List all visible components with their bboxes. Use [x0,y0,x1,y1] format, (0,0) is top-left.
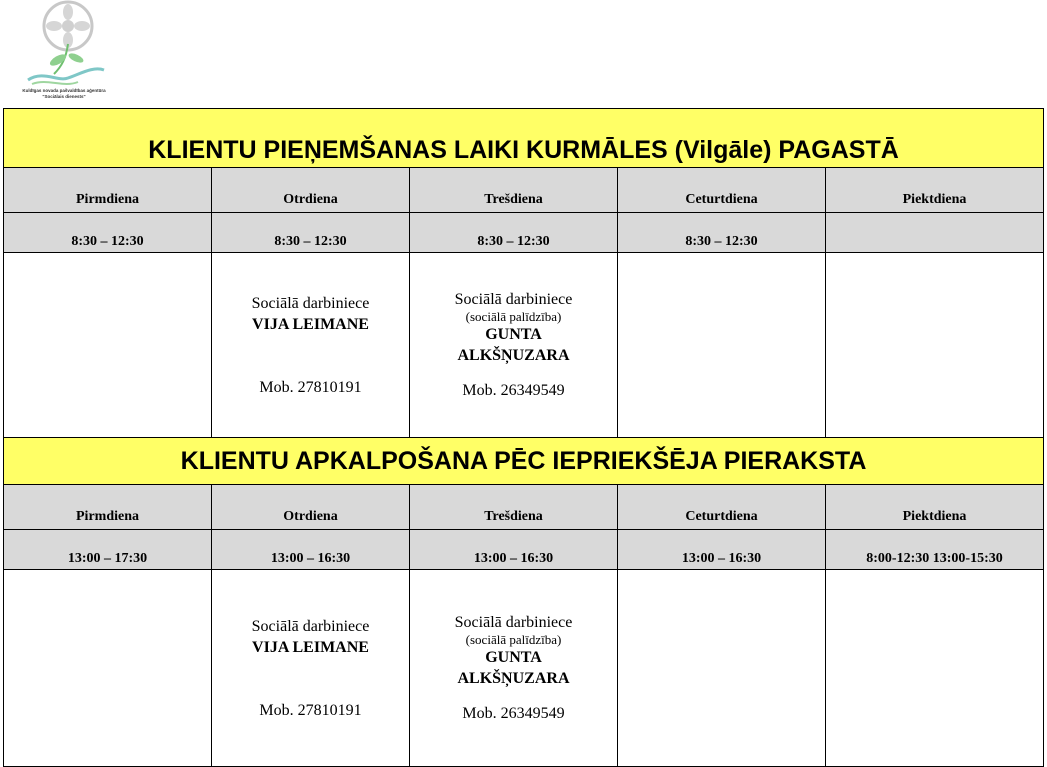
section2-cell-wednesday [410,570,618,767]
section2-time-friday: 8:00-12:30 13:00-15:30 [826,530,1044,570]
contact-vija [212,253,409,437]
section2-day-friday: Piektdiena [826,485,1044,530]
section2-cell-friday [826,570,1044,767]
section2-day-tuesday: Otrdiena [212,485,410,530]
section1-day-thursday: Ceturtdiena [618,168,826,213]
schedule-table [3,108,1044,767]
contact-role: Sociālā darbiniece [454,291,573,308]
section1-day-monday: Pirmdiena [4,168,212,213]
section1-cell-thursday [618,253,826,438]
section2-cell-thursday [618,570,826,767]
contact-name-last: ALKŠŅUZARA [457,347,570,364]
contact-name: VIJA LEIMANE [252,638,369,656]
contact-gunta [410,253,617,437]
contact-name-last: ALKŠŅUZARA [457,670,570,687]
logo-caption-line2: "Sociālais dienests" [42,94,86,99]
section1-time-friday [826,213,1044,253]
contact-vija [212,570,409,766]
section1-cell-friday [826,253,1044,438]
contact-name: VIJA LEIMANE [252,315,369,333]
section2-cell-monday [4,570,212,767]
section1-cell-monday [4,253,212,438]
section1-cell-tuesday [212,253,410,438]
section1-day-friday: Piektdiena [826,168,1044,213]
section1-time-wednesday: 8:30 – 12:30 [410,213,618,253]
section1-time-tuesday: 8:30 – 12:30 [212,213,410,253]
logo-caption [8,88,120,100]
section2-time-thursday: 13:00 – 16:30 [618,530,826,570]
contact-phone: Mob. 26349549 [462,705,565,722]
contact-phone: Mob. 27810191 [259,701,362,719]
logo-caption-line1: Kuldīgas novada pašvaldības aģentūra [22,88,106,93]
section1-day-wednesday: Trešdiena [410,168,618,213]
contact-name-first: GUNTA [485,649,542,666]
section1-day-tuesday: Otrdiena [212,168,410,213]
section2-day-thursday: Ceturtdiena [618,485,826,530]
section2-cell-tuesday [212,570,410,767]
contact-note: (sociālā palīdzība) [465,632,562,647]
contact-role: Sociālā darbiniece [251,617,370,635]
contact-role: Sociālā darbiniece [251,294,370,312]
section2-day-wednesday: Trešdiena [410,485,618,530]
contact-name-first: GUNTA [485,326,542,343]
contact-phone: Mob. 26349549 [462,382,565,399]
section2-day-monday: Pirmdiena [4,485,212,530]
contact-role: Sociālā darbiniece [454,614,573,631]
section2-title: KLIENTU APKALPOŠANA PĒC IEPRIEKŠĒJA PIERAKSTA [4,438,1044,485]
section1-cell-wednesday [410,253,618,438]
section1-time-thursday: 8:30 – 12:30 [618,213,826,253]
section2-time-monday: 13:00 – 17:30 [4,530,212,570]
contact-phone: Mob. 27810191 [259,378,362,396]
section1-title: KLIENTU PIEŅEMŠANAS LAIKI KURMĀLES (Vilgāle) PAGASTĀ [4,109,1044,168]
section2-time-wednesday: 13:00 – 16:30 [410,530,618,570]
contact-gunta [410,570,617,766]
section2-time-tuesday: 13:00 – 16:30 [212,530,410,570]
section1-time-monday: 8:30 – 12:30 [4,213,212,253]
contact-note: (sociālā palīdzība) [465,309,562,324]
